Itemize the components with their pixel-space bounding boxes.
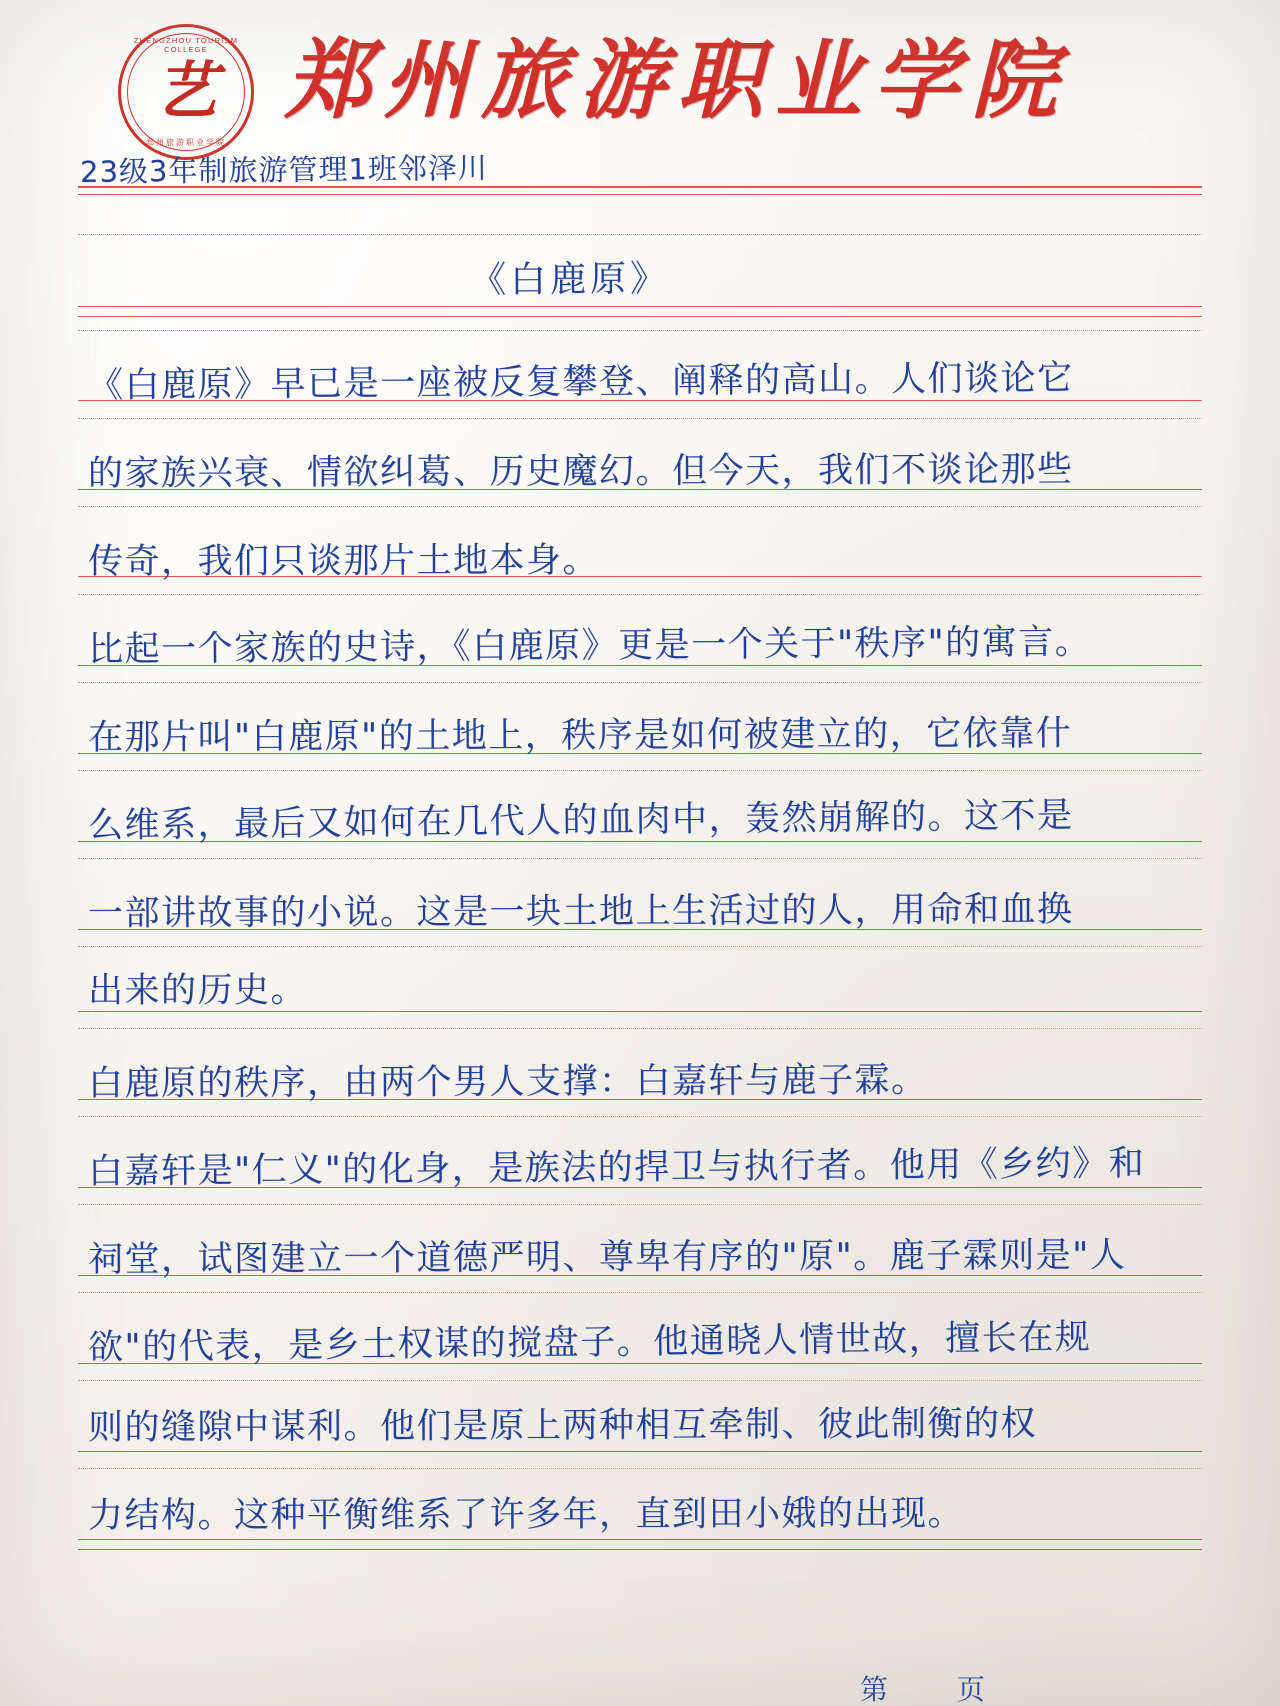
school-name-title: 郑州旅游职业学院 — [285, 30, 1069, 131]
body-line: 白鹿原的秩序，由两个男人支撑：白嘉轩与鹿子霖。 — [87, 1060, 928, 1104]
rule-line-dotted — [78, 858, 1202, 859]
body-line: 则的缝隙中谋利。他们是原上两种相互牵制、彼此制衡的权 — [87, 1403, 1038, 1448]
rule-line-dotted — [78, 330, 1202, 331]
rule-line — [78, 316, 1202, 317]
rule-line-dotted — [78, 506, 1202, 507]
rule-line-dotted — [78, 1204, 1202, 1205]
rule-line — [78, 1451, 1202, 1452]
body-line: 么维系，最后又如何在几代人的血肉中，轰然崩解的。这不是 — [87, 795, 1074, 846]
page-number-marker: 第 页 — [860, 1673, 1015, 1706]
student-info-line: 23级3年制旅游管理1班邻泽川 — [79, 150, 488, 189]
rule-line-dotted — [78, 682, 1202, 683]
seal-chinese-text: 郑州旅游职业学院 — [146, 138, 226, 147]
body-line: 力结构。这种平衡维系了许多年，直到田小娥的出现。 — [87, 1493, 965, 1536]
body-line: 在那片叫"白鹿原"的土地上，秩序是如何被建立的，它依靠什 — [87, 713, 1073, 758]
body-line: 比起一个家族的史诗，《白鹿原》更是一个关于"秩序"的寓言。 — [87, 622, 1092, 670]
rule-line — [78, 1549, 1202, 1550]
rule-line-dotted — [78, 594, 1202, 595]
college-seal-icon — [118, 24, 254, 160]
rule-line-dotted — [78, 770, 1202, 771]
seal-english-text: ZHENGZHOU TOURISM COLLEGE — [133, 36, 239, 54]
rule-line-dotted — [78, 1028, 1202, 1029]
rule-line-dotted — [78, 1380, 1202, 1381]
body-line: 一部讲故事的小说。这是一块土地上生活过的人，用命和血换 — [87, 889, 1074, 934]
body-line: 《白鹿原》早已是一座被反复攀登、阐释的高山。人们谈论它 — [87, 358, 1074, 406]
body-line: 出来的历史。 — [87, 970, 308, 1011]
rule-line-dotted — [78, 1116, 1202, 1117]
rule-line-dotted — [78, 234, 1202, 235]
rule-line — [78, 194, 1202, 195]
rule-line-dotted — [78, 1468, 1202, 1469]
body-line: 传奇，我们只谈那片土地本身。 — [87, 540, 600, 582]
body-line: 的家族兴衰、情欲纠葛、历史魔幻。但今天，我们不谈论那些 — [87, 449, 1074, 494]
rule-line — [78, 306, 1202, 307]
rule-line — [78, 1539, 1202, 1540]
rule-line-dotted — [78, 946, 1202, 947]
page-title: 《白鹿原》 — [469, 258, 671, 301]
page-header — [0, 16, 1280, 166]
body-line: 欲"的代表，是乡土权谋的搅盘子。他通晓人情世故，擅长在规 — [87, 1317, 1092, 1368]
body-line: 白嘉轩是"仁义"的化身，是族法的捍卫与执行者。他用《乡约》和 — [87, 1143, 1146, 1192]
seal-glyph: 艺 — [154, 53, 218, 127]
rule-line-dotted — [78, 418, 1202, 419]
rule-line-dotted — [78, 1292, 1202, 1293]
body-line: 祠堂，试图建立一个道德严明、尊卑有序的"原"。鹿子霖则是"人 — [87, 1235, 1127, 1280]
